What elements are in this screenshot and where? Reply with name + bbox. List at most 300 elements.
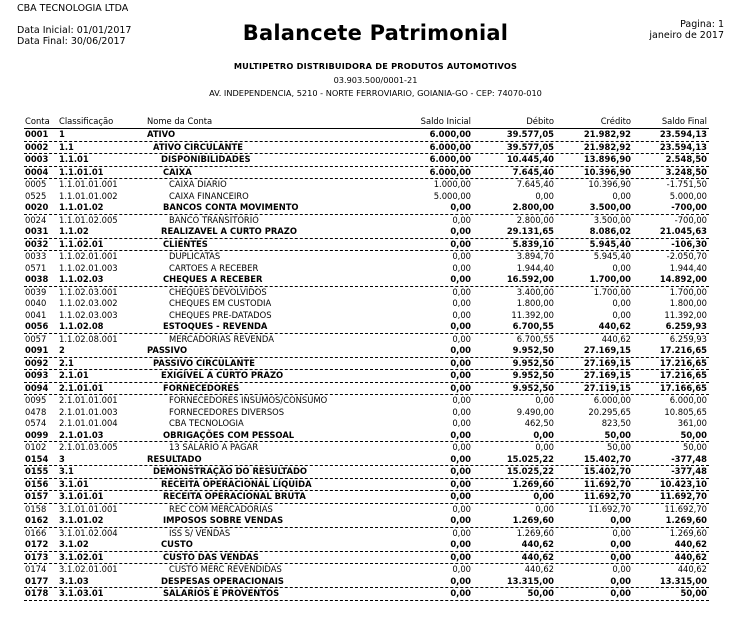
cell-debito: 440,62: [524, 564, 554, 574]
cell-credito: 1.700,00: [589, 274, 631, 284]
cell-classificacao: 3.1: [59, 466, 74, 476]
cell-nome: RESULTADO: [147, 453, 202, 464]
table-body: [24, 129, 709, 601]
cell-debito: 0,00: [535, 503, 554, 514]
cell-nome: ISS S/ VENDAS: [169, 527, 231, 538]
cell-conta: 0162: [25, 515, 49, 525]
cell-debito: 1.269,60: [512, 515, 554, 525]
cell-debito: 1.800,00: [516, 298, 554, 308]
cell-nome: DEMONSTRAÇÃO DO RESULTADO: [153, 466, 308, 476]
cell-saldo-final: -700,00: [674, 214, 707, 225]
cell-credito: 3.500,00: [589, 202, 631, 212]
cell-conta: 0041: [25, 309, 47, 320]
cell-credito: 27.169,15: [583, 370, 631, 380]
cell-classificacao: 3.1.03.01: [59, 588, 104, 598]
table-row: [24, 528, 709, 540]
cell-saldo-inicial: 0,00: [452, 251, 471, 261]
cell-classificacao: 2.1.01: [59, 370, 89, 380]
cell-classificacao: 2.1.01.01: [59, 382, 104, 393]
cell-saldo-inicial: 6.000,00: [429, 129, 471, 139]
table-row: [24, 358, 709, 371]
cell-classificacao: 1.1.01.02.005: [59, 214, 118, 225]
cell-conta: 0166: [25, 527, 47, 538]
table-row: [24, 287, 709, 299]
cell-saldo-inicial: 0,00: [452, 418, 471, 428]
cell-debito: 1.269,60: [512, 478, 554, 489]
cell-debito: 2.800,00: [512, 202, 554, 212]
cell-conta: 0177: [25, 575, 49, 586]
cell-conta: 0525: [25, 190, 47, 201]
cell-nome: RECEITA OPERACIONAL BRUTA: [163, 491, 306, 501]
cell-debito: 11.392,00: [511, 309, 554, 320]
table-row: [24, 588, 709, 601]
cell-credito: 0,00: [612, 298, 631, 308]
cell-saldo-final: -377,48: [671, 453, 707, 464]
cell-classificacao: 3: [59, 453, 65, 464]
table-row: [24, 202, 709, 215]
cell-credito: 1.700,00: [593, 286, 631, 297]
cell-credito: 20.295,65: [588, 406, 631, 417]
cell-nome: EXIGÍVEL A CURTO PRAZO: [161, 370, 284, 380]
cell-credito: 0,00: [612, 527, 631, 538]
cell-saldo-final: 17.166,65: [659, 382, 707, 393]
cell-nome: CAIXA DIARIO: [169, 179, 227, 189]
table-row: [24, 564, 709, 576]
cell-nome: CUSTO MERC REVENDIDAS: [169, 564, 282, 574]
cell-credito: 15.402,70: [583, 466, 631, 476]
cell-nome: CUSTO DAS VENDAS: [163, 551, 259, 562]
cell-debito: 13.315,00: [506, 575, 554, 586]
table-row: [24, 251, 709, 263]
cell-nome: REC COM MERCADORIAS: [169, 503, 273, 514]
cell-credito: 27.169,15: [583, 357, 631, 368]
cell-saldo-final: -2.050,70: [666, 251, 707, 261]
cell-credito: 5.945,40: [589, 238, 631, 249]
cell-debito: 9.952,50: [512, 382, 554, 393]
cell-saldo-inicial: 5.000,00: [433, 190, 471, 201]
cell-classificacao: 1.1.01.02: [59, 202, 104, 212]
cell-classificacao: 3.1.01.01: [59, 491, 104, 501]
cell-debito: 39.577,05: [506, 129, 554, 139]
cell-credito: 27.119,15: [583, 382, 631, 393]
cell-conta: 0571: [25, 262, 47, 273]
cell-nome: CHEQUES DEVOLVIDOS: [169, 286, 267, 297]
cell-nome: CUSTO: [161, 539, 193, 549]
cell-saldo-final: 17.216,65: [659, 357, 707, 368]
cell-saldo-inicial: 0,00: [450, 539, 471, 549]
cell-debito: 1.269,60: [516, 527, 554, 538]
cell-nome: FORNECEDORES DIVERSOS: [169, 406, 285, 417]
header-debito: Débito: [526, 116, 554, 126]
cell-saldo-final: 361,00: [677, 418, 707, 428]
cell-debito: 6.700,55: [516, 333, 554, 344]
cell-credito: 440,62: [598, 321, 631, 331]
cell-saldo-final: 11.392,00: [664, 309, 707, 320]
cell-saldo-inicial: 0,00: [450, 575, 471, 586]
cell-conta: 0033: [25, 251, 47, 261]
cell-saldo-final: 21.045,63: [659, 226, 707, 236]
table-row: [24, 395, 709, 407]
header-classificacao: Classificação: [59, 116, 114, 126]
cell-saldo-inicial: 0,00: [452, 262, 471, 273]
cell-classificacao: 1.1.02.08: [59, 321, 104, 331]
cell-conta: 0156: [25, 478, 49, 489]
cell-nome: REALIZAVEL A CURTO PRAZO: [161, 226, 297, 236]
cell-nome: CBA TECNOLOGIA: [169, 418, 244, 428]
cell-debito: 29.131,65: [506, 226, 554, 236]
cell-conta: 0154: [25, 453, 49, 464]
table-row: [24, 191, 709, 203]
cell-saldo-final: 1.700,00: [669, 286, 707, 297]
cell-saldo-inicial: 6.000,00: [429, 166, 471, 177]
table-row: [24, 430, 709, 443]
client-address: AV. INDEPENDENCIA, 5210 - NORTE FERROVIARIO, GOIANIA-GO - CEP: 74070-010: [209, 88, 542, 98]
cell-debito: 7.645,40: [516, 179, 554, 189]
cell-debito: 0,00: [535, 190, 554, 201]
cell-credito: 0,00: [612, 564, 631, 574]
cell-saldo-final: 23.594,13: [659, 141, 707, 152]
table-row: [24, 539, 709, 552]
table-row: [24, 418, 709, 430]
cell-saldo-inicial: 0,00: [450, 466, 471, 476]
cell-conta: 0172: [25, 539, 49, 549]
cell-classificacao: 2.1.01.03: [59, 429, 104, 440]
cell-conta: 0001: [25, 129, 49, 139]
cell-saldo-inicial: 0,00: [452, 503, 471, 514]
cell-classificacao: 3.1.02.01: [59, 551, 104, 562]
cell-classificacao: 1.1.01.01: [59, 166, 104, 177]
cell-saldo-inicial: 6.000,00: [429, 141, 471, 152]
cell-saldo-inicial: 6.000,00: [429, 154, 471, 164]
cell-credito: 0,00: [612, 309, 631, 320]
cell-debito: 50,00: [527, 588, 554, 598]
cell-credito: 0,00: [612, 190, 631, 201]
cell-saldo-final: 50,00: [680, 588, 707, 598]
cell-credito: 0,00: [610, 515, 631, 525]
cell-nome: DISPONIBILIDADES: [161, 154, 251, 164]
date-start: Data Inicial: 01/01/2017: [17, 25, 132, 36]
cell-classificacao: 1.1.02.03.002: [59, 298, 118, 308]
header-credito: Crédito: [600, 116, 631, 126]
cell-debito: 16.592,00: [506, 274, 554, 284]
cell-credito: 13.896,90: [583, 154, 631, 164]
cell-classificacao: 1.1: [59, 141, 74, 152]
cell-saldo-final: 6.259,93: [665, 321, 707, 331]
cell-nome: MERCADORIAS REVENDA: [169, 333, 274, 344]
cell-nome: PASSIVO CIRCULANTE: [153, 357, 255, 368]
cell-nome: CAIXA: [163, 166, 192, 177]
table-row: [24, 407, 709, 419]
cell-conta: 0155: [25, 466, 49, 476]
table-row: [24, 479, 709, 492]
cell-credito: 10.396,90: [583, 166, 631, 177]
page-info: [649, 19, 724, 41]
cell-credito: 0,00: [610, 551, 631, 562]
cell-debito: 15.025,22: [506, 453, 554, 464]
cell-debito: 2.800,00: [516, 214, 554, 225]
cell-nome: 13 SALARIO A PAGAR: [169, 442, 259, 452]
balance-table: [24, 116, 709, 601]
cell-credito: 50,00: [604, 429, 631, 440]
cell-conta: 0102: [25, 442, 47, 452]
table-row: [24, 274, 709, 287]
cell-saldo-inicial: 0,00: [450, 274, 471, 284]
cell-nome: CHEQUES A RECEBER: [163, 274, 263, 284]
cell-classificacao: 1.1.01.01.002: [59, 190, 118, 201]
cell-debito: 440,62: [521, 551, 554, 562]
cell-conta: 0032: [25, 238, 49, 249]
cell-saldo-inicial: 0,00: [452, 442, 471, 452]
cell-saldo-final: 2.548,50: [665, 154, 707, 164]
header-nome: Nome da Conta: [147, 116, 213, 126]
cell-saldo-inicial: 0,00: [452, 298, 471, 308]
cell-saldo-inicial: 0,00: [452, 309, 471, 320]
cell-nome: CARTOES A RECEBER: [169, 262, 259, 273]
table-row: [24, 370, 709, 383]
cell-classificacao: 1.1.01.01.001: [59, 179, 118, 189]
cell-debito: 10.445,40: [506, 154, 554, 164]
report-title: Balancete Patrimonial: [242, 21, 509, 45]
cell-saldo-inicial: 0,00: [452, 214, 471, 225]
cell-saldo-inicial: 0,00: [450, 357, 471, 368]
cell-saldo-inicial: 0,00: [450, 453, 471, 464]
cell-debito: 0,00: [533, 429, 554, 440]
cell-classificacao: 1.1.02: [59, 226, 89, 236]
report-period: janeiro de 2017: [649, 30, 724, 41]
cell-saldo-inicial: 0,00: [450, 238, 471, 249]
cell-classificacao: 1: [59, 129, 65, 139]
cell-debito: 9.952,50: [512, 370, 554, 380]
table-row: [24, 142, 709, 155]
cell-saldo-inicial: 0,00: [452, 333, 471, 344]
cell-nome: CHEQUES EM CUSTODIA: [169, 298, 272, 308]
company-name: CBA TECNOLOGIA LTDA: [17, 3, 129, 14]
cell-credito: 440,62: [601, 333, 631, 344]
cell-saldo-final: 50,00: [683, 442, 707, 452]
cell-nome: ESTOQUES - REVENDA: [163, 321, 268, 331]
cell-nome: ATIVO CIRCULANTE: [153, 141, 243, 152]
cell-conta: 0002: [25, 141, 49, 152]
cell-conta: 0095: [25, 395, 47, 405]
cell-debito: 1.944,40: [516, 262, 554, 273]
cell-credito: 3.500,00: [593, 214, 631, 225]
cell-nome: DESPESAS OPERACIONAIS: [161, 575, 284, 586]
cell-classificacao: 3.1.01.02.004: [59, 527, 118, 538]
cell-saldo-inicial: 0,00: [452, 286, 471, 297]
cell-saldo-final: 1.944,40: [669, 262, 707, 273]
table-row: [24, 263, 709, 275]
cell-credito: 21.982,92: [583, 141, 631, 152]
cell-debito: 9.490,00: [516, 406, 554, 417]
cell-classificacao: 1.1.02.03.001: [59, 286, 118, 297]
cell-conta: 0158: [25, 503, 47, 514]
cell-credito: 50,00: [607, 442, 631, 452]
cell-debito: 39.577,05: [506, 141, 554, 152]
cell-saldo-final: 10.423,10: [659, 478, 707, 489]
cell-credito: 823,50: [601, 418, 631, 428]
cell-credito: 0,00: [610, 539, 631, 549]
cell-credito: 0,00: [612, 262, 631, 273]
client-cnpj: 03.903.500/0001-21: [333, 75, 418, 85]
cell-credito: 5.945,40: [593, 251, 631, 261]
table-row: [24, 215, 709, 227]
cell-saldo-final: -377,48: [671, 466, 707, 476]
table-row: [24, 576, 709, 589]
cell-credito: 21.982,92: [583, 129, 631, 139]
header-conta: Conta: [25, 116, 50, 126]
cell-classificacao: 3.1.02.01.001: [59, 564, 118, 574]
cell-saldo-final: 440,62: [677, 564, 707, 574]
cell-classificacao: 3.1.01.01.001: [59, 503, 118, 514]
cell-nome: DUPLICATAS: [169, 251, 221, 261]
cell-conta: 0174: [25, 564, 47, 574]
cell-nome: PASSIVO: [147, 345, 188, 355]
cell-conta: 0004: [25, 166, 49, 177]
cell-debito: 0,00: [535, 395, 554, 405]
cell-nome: FORNECEDORES INSUMOS/CONSUMO: [169, 395, 328, 405]
cell-credito: 11.692,70: [583, 491, 631, 501]
cell-conta: 0574: [25, 418, 47, 428]
cell-conta: 0057: [25, 333, 47, 344]
cell-saldo-final: 1.800,00: [669, 298, 707, 308]
cell-classificacao: 3.1.01: [59, 478, 89, 489]
cell-saldo-inicial: 0,00: [450, 588, 471, 598]
page-number: Pagina: 1: [680, 19, 724, 30]
table-row: [24, 515, 709, 528]
table-row: [24, 383, 709, 396]
cell-saldo-final: 3.248,50: [665, 166, 707, 177]
cell-conta: 0157: [25, 491, 49, 501]
table-row: [24, 552, 709, 565]
cell-credito: 10.396,90: [588, 179, 631, 189]
cell-classificacao: 3.1.01.02: [59, 515, 104, 525]
cell-conta: 0038: [25, 274, 49, 284]
table-row: [24, 491, 709, 504]
cell-saldo-inicial: 0,00: [450, 478, 471, 489]
cell-saldo-inicial: 0,00: [450, 345, 471, 355]
cell-debito: 5.839,10: [512, 238, 554, 249]
cell-saldo-inicial: 0,00: [450, 429, 471, 440]
cell-credito: 8.086,02: [589, 226, 631, 236]
cell-credito: 11.692,70: [583, 478, 631, 489]
cell-classificacao: 2.1.01.03.005: [59, 442, 118, 452]
client-name: MULTIPETRO DISTRIBUIDORA DE PRODUTOS AUTOMOTIVOS: [233, 61, 518, 71]
cell-credito: 0,00: [610, 575, 631, 586]
cell-classificacao: 1.1.01: [59, 154, 89, 164]
cell-conta: 0099: [25, 429, 49, 440]
cell-saldo-final: 5.000,00: [669, 190, 707, 201]
cell-debito: 15.025,22: [506, 466, 554, 476]
cell-conta: 0040: [25, 298, 47, 308]
cell-nome: CAIXA FINANCEIRO: [169, 190, 249, 201]
cell-saldo-inicial: 0,00: [450, 491, 471, 501]
cell-saldo-final: 17.216,65: [659, 370, 707, 380]
table-row: [24, 310, 709, 322]
cell-saldo-inicial: 0,00: [452, 395, 471, 405]
cell-saldo-final: 17.216,65: [659, 345, 707, 355]
cell-nome: BANCO TRANSITORIO: [169, 214, 259, 225]
cell-saldo-final: 1.269,60: [665, 515, 707, 525]
cell-saldo-inicial: 1.000,00: [433, 179, 471, 189]
cell-saldo-final: 11.692,70: [659, 491, 707, 501]
table-row: [24, 442, 709, 454]
cell-conta: 0024: [25, 214, 47, 225]
cell-credito: 15.402,70: [583, 453, 631, 464]
table-row: [24, 466, 709, 479]
cell-nome: SALARIOS E PROVENTOS: [163, 588, 280, 598]
cell-classificacao: 3.1.02: [59, 539, 89, 549]
date-end: Data Final: 30/06/2017: [17, 36, 126, 47]
cell-saldo-final: 23.594,13: [659, 129, 707, 139]
cell-nome: CLIENTES: [163, 238, 208, 249]
cell-debito: 3.894,70: [516, 251, 554, 261]
cell-classificacao: 1.1.02.01: [59, 238, 104, 249]
table-row: [24, 504, 709, 516]
cell-conta: 0031: [25, 226, 49, 236]
cell-credito: 0,00: [610, 588, 631, 598]
cell-saldo-final: 1.269,60: [669, 527, 707, 538]
cell-saldo-inicial: 0,00: [450, 202, 471, 212]
cell-saldo-inicial: 0,00: [450, 321, 471, 331]
table-row: [24, 239, 709, 252]
cell-nome: CHEQUES PRE-DATADOS: [169, 309, 272, 320]
cell-credito: 6.000,00: [593, 395, 631, 405]
cell-saldo-final: 6.259,93: [669, 333, 707, 344]
cell-nome: OBRIGAÇÕES COM PESSOAL: [163, 429, 295, 440]
cell-debito: 3.400,00: [516, 286, 554, 297]
cell-debito: 0,00: [535, 442, 554, 452]
cell-conta: 0093: [25, 370, 49, 380]
cell-conta: 0056: [25, 321, 49, 331]
cell-classificacao: 2.1: [59, 357, 74, 368]
cell-saldo-final: 13.315,00: [659, 575, 707, 586]
cell-credito: 11.692,70: [588, 503, 631, 514]
cell-debito: 462,50: [524, 418, 554, 428]
cell-debito: 440,62: [521, 539, 554, 549]
cell-debito: 0,00: [533, 491, 554, 501]
cell-nome: ATIVO: [147, 129, 176, 139]
cell-saldo-final: 6.000,00: [669, 395, 707, 405]
cell-debito: 9.952,50: [512, 357, 554, 368]
table-row: [24, 345, 709, 358]
cell-conta: 0003: [25, 154, 49, 164]
cell-debito: 6.700,55: [512, 321, 554, 331]
cell-credito: 27.169,15: [583, 345, 631, 355]
cell-conta: 0092: [25, 357, 49, 368]
header-saldo-final: Saldo Final: [661, 116, 707, 126]
cell-classificacao: 2.1.01.01.001: [59, 395, 118, 405]
table-row: [24, 129, 709, 142]
cell-saldo-final: 10.805,65: [664, 406, 707, 417]
cell-saldo-final: 440,62: [674, 539, 707, 549]
cell-nome: BANCOS CONTA MOVIMENTO: [163, 202, 299, 212]
table-row: [24, 321, 709, 334]
cell-classificacao: 2: [59, 345, 65, 355]
cell-saldo-inicial: 0,00: [450, 370, 471, 380]
table-row: [24, 298, 709, 310]
table-row: [24, 454, 709, 467]
table-row: [24, 334, 709, 346]
cell-conta: 0039: [25, 286, 47, 297]
cell-saldo-inicial: 0,00: [450, 382, 471, 393]
cell-saldo-final: 11.692,70: [664, 503, 707, 514]
cell-conta: 0091: [25, 345, 49, 355]
cell-saldo-inicial: 0,00: [452, 527, 471, 538]
cell-conta: 0173: [25, 551, 49, 562]
cell-saldo-inicial: 0,00: [452, 564, 471, 574]
table-header: [24, 116, 709, 129]
cell-conta: 0178: [25, 588, 49, 598]
